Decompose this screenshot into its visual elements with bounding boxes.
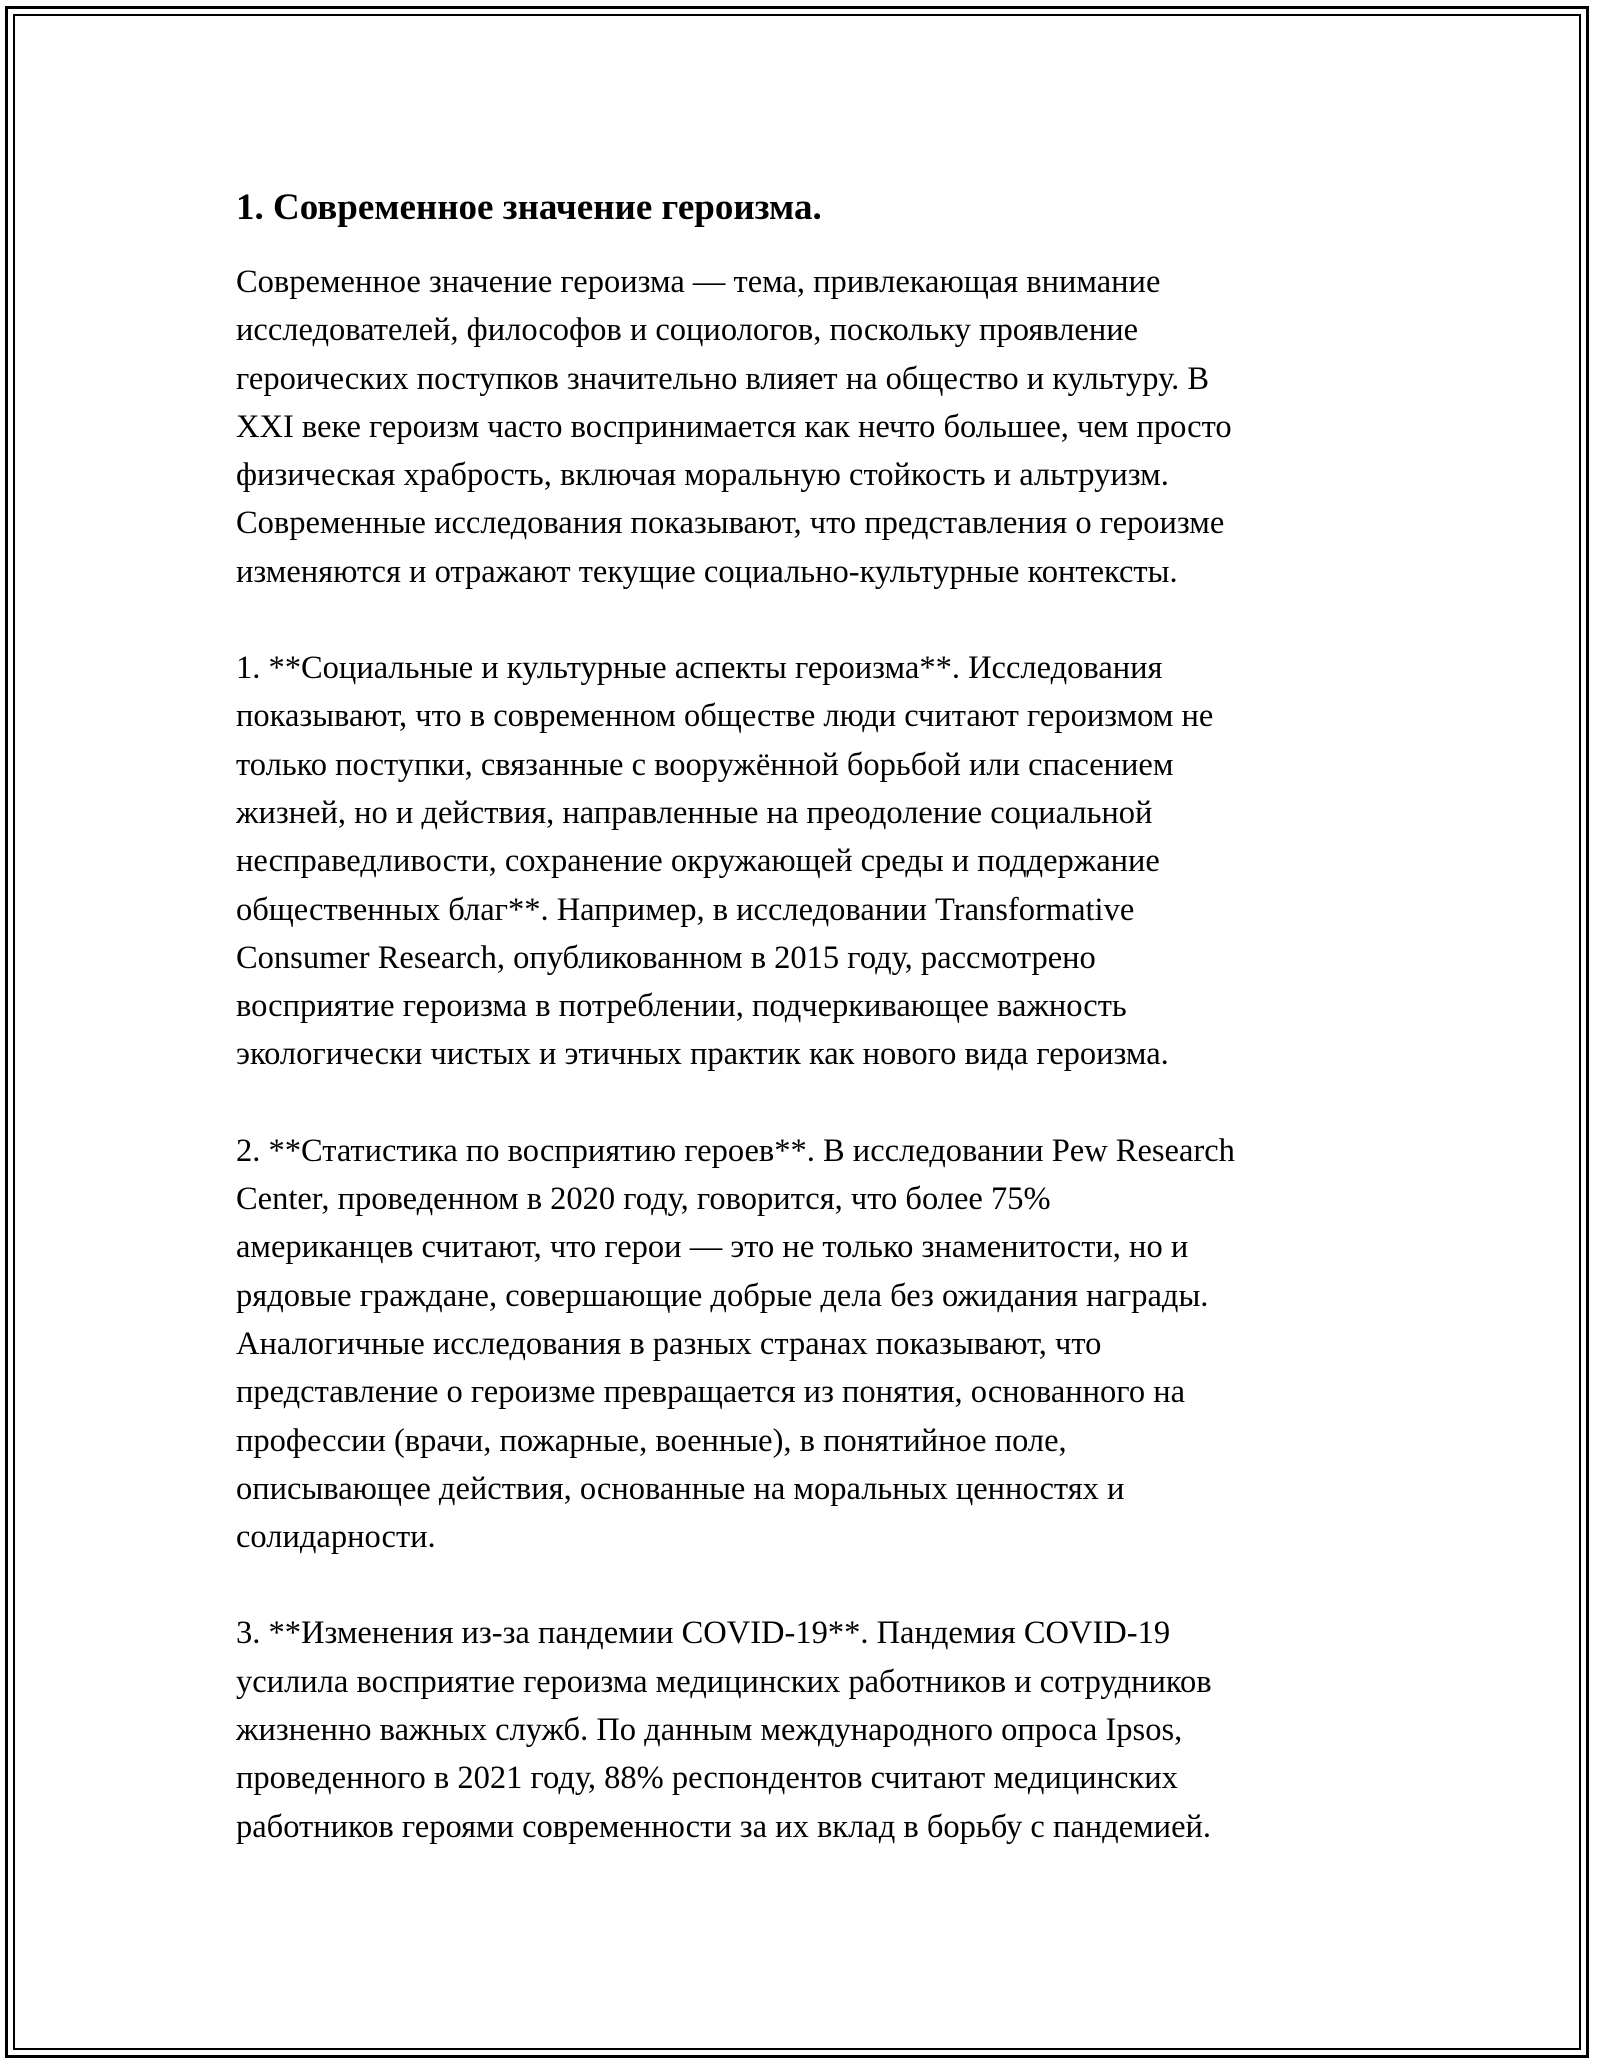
social-cultural-aspects-paragraph [236, 644, 1416, 1079]
text-line: изменяются и отражают текущие социально-культурные контексты. [236, 553, 1178, 590]
text-line: физическая храбрость, включая моральную стойкость и альтруизм. [236, 457, 1169, 494]
text-line: американцев считают, что герои — это не только знаменитости, но и [236, 1229, 1189, 1266]
text-line: жизней, но и действия, направленные на преодоление социальной [236, 794, 1153, 831]
text-line: усилила восприятие героизма медицинских работников и сотрудников [236, 1663, 1212, 1700]
text-line: экологически чистых и этичных практик как нового вида героизма. [236, 1036, 1169, 1073]
intro-paragraph [236, 258, 1416, 596]
covid-changes-paragraph [236, 1609, 1416, 1850]
text-line: Center, проведенном в 2020 году, говорится, что более 75% [236, 1181, 1051, 1218]
text-line: жизненно важных служб. По данным международного опроса Ipsos, [236, 1712, 1183, 1749]
text-line: Современные исследования показывают, что представления о героизме [236, 505, 1225, 542]
text-line: Современное значение героизма — тема, привлекающая внимание [236, 264, 1161, 300]
text-line: показывают, что в современном обществе люди считают героизмом не [236, 698, 1214, 735]
text-line: Аналогичные исследования в разных странах показывают, что [236, 1325, 1102, 1362]
text-line: только поступки, связанные с вооружённой борьбой или спасением [236, 746, 1174, 783]
text-line: рядовые граждане, совершающие добрые дела без ожидания награды. [236, 1277, 1209, 1314]
section-heading: 1. Современное значение героизма. [236, 187, 822, 228]
text-line: солидарности. [236, 1519, 436, 1556]
text-line: исследователей, философов и социологов, поскольку проявление [236, 312, 1139, 349]
text-line: общественных благ**. Например, в исследовании Transformative [236, 891, 1135, 928]
text-line: Consumer Research, опубликованном в 2015 году, рассмотрено [236, 939, 1096, 976]
text-line: проведенного в 2021 году, 88% респондентов считают медицинских [236, 1760, 1178, 1797]
text-line: описывающее действия, основанные на моральных ценностях и [236, 1470, 1125, 1507]
text-line: восприятие героизма в потреблении, подчеркивающее важность [236, 988, 1127, 1025]
text-line: 1. **Социальные и культурные аспекты героизма**. Исследования [236, 650, 1163, 687]
hero-perception-statistics-paragraph [236, 1127, 1416, 1562]
text-line: героических поступков значительно влияет на общество и культуру. В [236, 360, 1210, 397]
text-line: 3. **Изменения из-за пандемии COVID-19**. Пандемия COVID-19 [236, 1615, 1171, 1652]
text-line: несправедливости, сохранение окружающей среды и поддержание [236, 843, 1160, 880]
text-line: представление о героизме превращается из понятия, основанного на [236, 1374, 1186, 1411]
text-line: профессии (врачи, пожарные, военные), в понятийное поле, [236, 1422, 1067, 1459]
text-line: XXI веке героизм часто воспринимается как нечто большее, чем просто [236, 408, 1232, 445]
document-body [236, 184, 1416, 1899]
text-line: 2. **Статистика по восприятию героев**. В исследовании Pew Research [236, 1132, 1235, 1169]
text-line: работников героями современности за их вклад в борьбу с пандемией. [236, 1808, 1212, 1845]
